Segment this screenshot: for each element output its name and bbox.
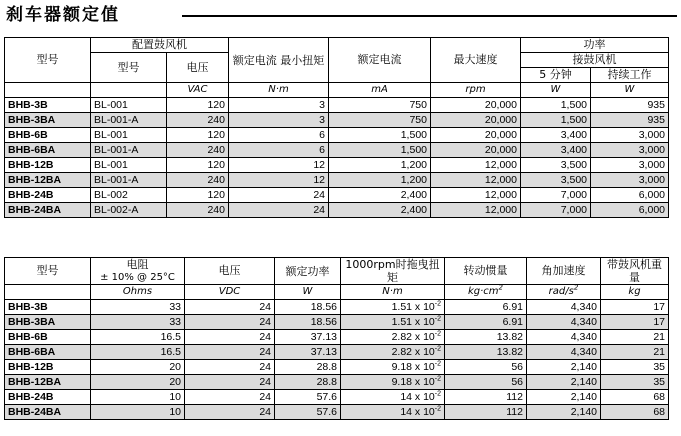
blower-model-cell: BL-001 bbox=[91, 158, 167, 173]
table-row bbox=[5, 143, 669, 158]
voltage-cell: 120 bbox=[167, 128, 229, 143]
resistance-cell: 10 bbox=[91, 405, 185, 420]
rated-current-cell: 750 bbox=[329, 113, 431, 128]
angular-acceleration-cell: 4,340 bbox=[527, 330, 601, 345]
max-speed-cell: 20,000 bbox=[431, 113, 521, 128]
power-5min-cell: 3,500 bbox=[521, 158, 591, 173]
blower-model-cell: BL-001 bbox=[91, 98, 167, 113]
rated-current-cell: 1,500 bbox=[329, 143, 431, 158]
voltage-cell: 24 bbox=[185, 300, 275, 315]
voltage-cell: 24 bbox=[185, 390, 275, 405]
table-row bbox=[5, 360, 669, 375]
model-cell: BHB-24B bbox=[5, 188, 91, 203]
power-5min-cell: 3,400 bbox=[521, 128, 591, 143]
unit-vac: VAC bbox=[167, 83, 229, 98]
header-voltage: 电压 bbox=[185, 258, 275, 285]
drag-torque-cell: 14 x $10^{-2}$ bbox=[341, 390, 445, 405]
power-continuous-cell: 3,000 bbox=[591, 143, 669, 158]
resistance-cell: 33 bbox=[91, 300, 185, 315]
power-continuous-cell: 935 bbox=[591, 113, 669, 128]
voltage-cell: 120 bbox=[167, 188, 229, 203]
power-continuous-cell: 935 bbox=[591, 98, 669, 113]
voltage-cell: 120 bbox=[167, 98, 229, 113]
model-cell: BHB-3B bbox=[5, 98, 91, 113]
units-row bbox=[5, 285, 669, 300]
rated-power-cell: 28.8 bbox=[275, 360, 341, 375]
unit-rad-s2: rad/$s^2$ bbox=[527, 285, 601, 300]
max-speed-cell: 12,000 bbox=[431, 173, 521, 188]
voltage-cell: 24 bbox=[185, 375, 275, 390]
unit-w-continuous: W bbox=[591, 83, 669, 98]
rated-current-cell: 1,500 bbox=[329, 128, 431, 143]
unit-vdc: VDC bbox=[185, 285, 275, 300]
angular-acceleration-cell: 2,140 bbox=[527, 405, 601, 420]
rated-power-cell: 37.13 bbox=[275, 345, 341, 360]
weight-cell: 17 bbox=[601, 315, 669, 330]
voltage-cell: 240 bbox=[167, 173, 229, 188]
max-speed-cell: 20,000 bbox=[431, 143, 521, 158]
max-speed-cell: 20,000 bbox=[431, 128, 521, 143]
min-torque-cell: 24 bbox=[229, 188, 329, 203]
voltage-cell: 24 bbox=[185, 345, 275, 360]
rated-current-cell: 750 bbox=[329, 98, 431, 113]
unit-kgcm2: $kg\cdot cm^2$ bbox=[445, 285, 527, 300]
blower-model-cell: BL-001-A bbox=[91, 113, 167, 128]
power-continuous-cell: 3,000 bbox=[591, 173, 669, 188]
header-drag-torque: 1000rpm时拖曳扭矩 bbox=[341, 258, 445, 285]
drag-torque-cell: 2.82 x $10^{-2}$ bbox=[341, 345, 445, 360]
resistance-cell: 16.5 bbox=[91, 330, 185, 345]
inertia-cell: 6.91 bbox=[445, 315, 527, 330]
rated-power-cell: 57.6 bbox=[275, 405, 341, 420]
rated-power-cell: 28.8 bbox=[275, 375, 341, 390]
rated-current-cell: 1,200 bbox=[329, 158, 431, 173]
model-cell: BHB-3B bbox=[5, 300, 91, 315]
table-row bbox=[5, 113, 669, 128]
model-cell: BHB-3BA bbox=[5, 113, 91, 128]
rated-power-cell: 37.13 bbox=[275, 330, 341, 345]
model-cell: BHB-24B bbox=[5, 390, 91, 405]
min-torque-cell: 6 bbox=[229, 128, 329, 143]
drag-torque-cell: 9.18 x $10^{-2}$ bbox=[341, 360, 445, 375]
header-rated-current-min-torque: 额定电流 最小扭矩 bbox=[229, 38, 329, 83]
rated-current-cell: 1,200 bbox=[329, 173, 431, 188]
header-max-speed: 最大速度 bbox=[431, 38, 521, 83]
inertia-cell: 6.91 bbox=[445, 300, 527, 315]
header-inertia: 转动惯量 bbox=[445, 258, 527, 285]
inertia-cell: 112 bbox=[445, 390, 527, 405]
model-cell: BHB-24BA bbox=[5, 405, 91, 420]
voltage-cell: 24 bbox=[185, 330, 275, 345]
header-voltage: 电压 bbox=[167, 53, 229, 83]
model-cell: BHB-12B bbox=[5, 158, 91, 173]
voltage-cell: 24 bbox=[185, 360, 275, 375]
angular-acceleration-cell: 2,140 bbox=[527, 360, 601, 375]
power-5min-cell: 1,500 bbox=[521, 98, 591, 113]
power-continuous-cell: 3,000 bbox=[591, 128, 669, 143]
title-rule bbox=[182, 15, 677, 17]
angular-acceleration-cell: 2,140 bbox=[527, 390, 601, 405]
rated-power-cell: 18.56 bbox=[275, 300, 341, 315]
voltage-cell: 24 bbox=[185, 315, 275, 330]
voltage-cell: 240 bbox=[167, 113, 229, 128]
voltage-cell: 24 bbox=[185, 405, 275, 420]
inertia-cell: 56 bbox=[445, 360, 527, 375]
rated-power-cell: 57.6 bbox=[275, 390, 341, 405]
max-speed-cell: 12,000 bbox=[431, 203, 521, 218]
model-cell: BHB-12B bbox=[5, 360, 91, 375]
header-power-with-blower: 接鼓风机 bbox=[521, 53, 669, 68]
power-continuous-cell: 6,000 bbox=[591, 203, 669, 218]
header-angular-acceleration: 角加速度 bbox=[527, 258, 601, 285]
table-row bbox=[5, 390, 669, 405]
resistance-cell: 33 bbox=[91, 315, 185, 330]
table-row bbox=[5, 330, 669, 345]
model-cell: BHB-6BA bbox=[5, 345, 91, 360]
max-speed-cell: 12,000 bbox=[431, 188, 521, 203]
power-continuous-cell: 3,000 bbox=[591, 158, 669, 173]
header-rated-current: 额定电流 bbox=[329, 38, 431, 83]
title-bar bbox=[4, 4, 677, 28]
angular-acceleration-cell: 4,340 bbox=[527, 345, 601, 360]
drag-torque-cell: 1.51 x $10^{-2}$ bbox=[341, 315, 445, 330]
model-cell: BHB-6BA bbox=[5, 143, 91, 158]
table-row bbox=[5, 98, 669, 113]
model-cell: BHB-6B bbox=[5, 128, 91, 143]
weight-cell: 17 bbox=[601, 300, 669, 315]
table-row bbox=[5, 315, 669, 330]
table-row bbox=[5, 375, 669, 390]
angular-acceleration-cell: 4,340 bbox=[527, 300, 601, 315]
header-power: 功率 bbox=[521, 38, 669, 53]
weight-cell: 35 bbox=[601, 360, 669, 375]
table-row bbox=[5, 300, 669, 315]
unit-ohms: Ohms bbox=[91, 285, 185, 300]
min-torque-cell: 6 bbox=[229, 143, 329, 158]
unit-rpm: rpm bbox=[431, 83, 521, 98]
table-row bbox=[5, 345, 669, 360]
drag-torque-cell: 2.82 x $10^{-2}$ bbox=[341, 330, 445, 345]
inertia-cell: 56 bbox=[445, 375, 527, 390]
header-resistance-label: 电阻 bbox=[126, 258, 149, 271]
power-continuous-cell: 6,000 bbox=[591, 188, 669, 203]
page-title: 刹车器额定值 bbox=[6, 5, 120, 25]
max-speed-cell: 12,000 bbox=[431, 158, 521, 173]
voltage-cell: 240 bbox=[167, 143, 229, 158]
power-5min-cell: 1,500 bbox=[521, 113, 591, 128]
weight-cell: 35 bbox=[601, 375, 669, 390]
inertia-cell: 13.82 bbox=[445, 345, 527, 360]
resistance-cell: 20 bbox=[91, 375, 185, 390]
angular-acceleration-cell: 4,340 bbox=[527, 315, 601, 330]
table-row bbox=[5, 158, 669, 173]
min-torque-cell: 3 bbox=[229, 98, 329, 113]
min-torque-cell: 24 bbox=[229, 203, 329, 218]
table-row bbox=[5, 173, 669, 188]
header-weight: 带鼓风机重量 bbox=[601, 258, 669, 285]
unit-ma: mA bbox=[329, 83, 431, 98]
min-torque-cell: 12 bbox=[229, 158, 329, 173]
voltage-cell: 240 bbox=[167, 203, 229, 218]
brake-rating-table bbox=[4, 37, 669, 218]
resistance-cell: 20 bbox=[91, 360, 185, 375]
unit-w-5min: W bbox=[521, 83, 591, 98]
model-cell: BHB-3BA bbox=[5, 315, 91, 330]
header-model: 型号 bbox=[5, 38, 91, 83]
header-blower-model: 型号 bbox=[91, 53, 167, 83]
header-power-continuous: 持续工作 bbox=[591, 68, 669, 83]
max-speed-cell: 20,000 bbox=[431, 98, 521, 113]
drag-torque-cell: 9.18 x $10^{-2}$ bbox=[341, 375, 445, 390]
table-row bbox=[5, 405, 669, 420]
blower-model-cell: BL-001-A bbox=[91, 173, 167, 188]
power-5min-cell: 3,500 bbox=[521, 173, 591, 188]
power-5min-cell: 3,400 bbox=[521, 143, 591, 158]
power-5min-cell: 7,000 bbox=[521, 203, 591, 218]
blower-model-cell: BL-002-A bbox=[91, 203, 167, 218]
resistance-cell: 10 bbox=[91, 390, 185, 405]
angular-acceleration-cell: 2,140 bbox=[527, 375, 601, 390]
model-cell: BHB-12BA bbox=[5, 375, 91, 390]
weight-cell: 68 bbox=[601, 390, 669, 405]
blower-model-cell: BL-002 bbox=[91, 188, 167, 203]
weight-cell: 68 bbox=[601, 405, 669, 420]
unit-kg: kg bbox=[601, 285, 669, 300]
brake-spec-table bbox=[4, 257, 669, 420]
weight-cell: 21 bbox=[601, 345, 669, 360]
units-row bbox=[5, 83, 669, 98]
rated-current-cell: 2,400 bbox=[329, 188, 431, 203]
power-5min-cell: 7,000 bbox=[521, 188, 591, 203]
blower-model-cell: BL-001 bbox=[91, 128, 167, 143]
blower-model-cell: BL-001-A bbox=[91, 143, 167, 158]
header-config-blower: 配置鼓风机 bbox=[91, 38, 229, 53]
weight-cell: 21 bbox=[601, 330, 669, 345]
header-power-5min: 5 分钟 bbox=[521, 68, 591, 83]
table-row bbox=[5, 128, 669, 143]
unit-w: W bbox=[275, 285, 341, 300]
voltage-cell: 120 bbox=[167, 158, 229, 173]
header-rated-power: 额定功率 bbox=[275, 258, 341, 285]
unit-nm: N·m bbox=[341, 285, 445, 300]
resistance-cell: 16.5 bbox=[91, 345, 185, 360]
table-row bbox=[5, 188, 669, 203]
min-torque-cell: 3 bbox=[229, 113, 329, 128]
model-cell: BHB-24BA bbox=[5, 203, 91, 218]
header-resistance bbox=[91, 258, 185, 285]
drag-torque-cell: 14 x $10^{-2}$ bbox=[341, 405, 445, 420]
model-cell: BHB-12BA bbox=[5, 173, 91, 188]
inertia-cell: 13.82 bbox=[445, 330, 527, 345]
model-cell: BHB-6B bbox=[5, 330, 91, 345]
drag-torque-cell: 1.51 x $10^{-2}$ bbox=[341, 300, 445, 315]
table-row bbox=[5, 203, 669, 218]
inertia-cell: 112 bbox=[445, 405, 527, 420]
min-torque-cell: 12 bbox=[229, 173, 329, 188]
rated-power-cell: 18.56 bbox=[275, 315, 341, 330]
unit-nm: N·m bbox=[229, 83, 329, 98]
rated-current-cell: 2,400 bbox=[329, 203, 431, 218]
header-model: 型号 bbox=[5, 258, 91, 285]
header-resistance-tolerance: ± 10% @ 25°C bbox=[100, 272, 175, 283]
